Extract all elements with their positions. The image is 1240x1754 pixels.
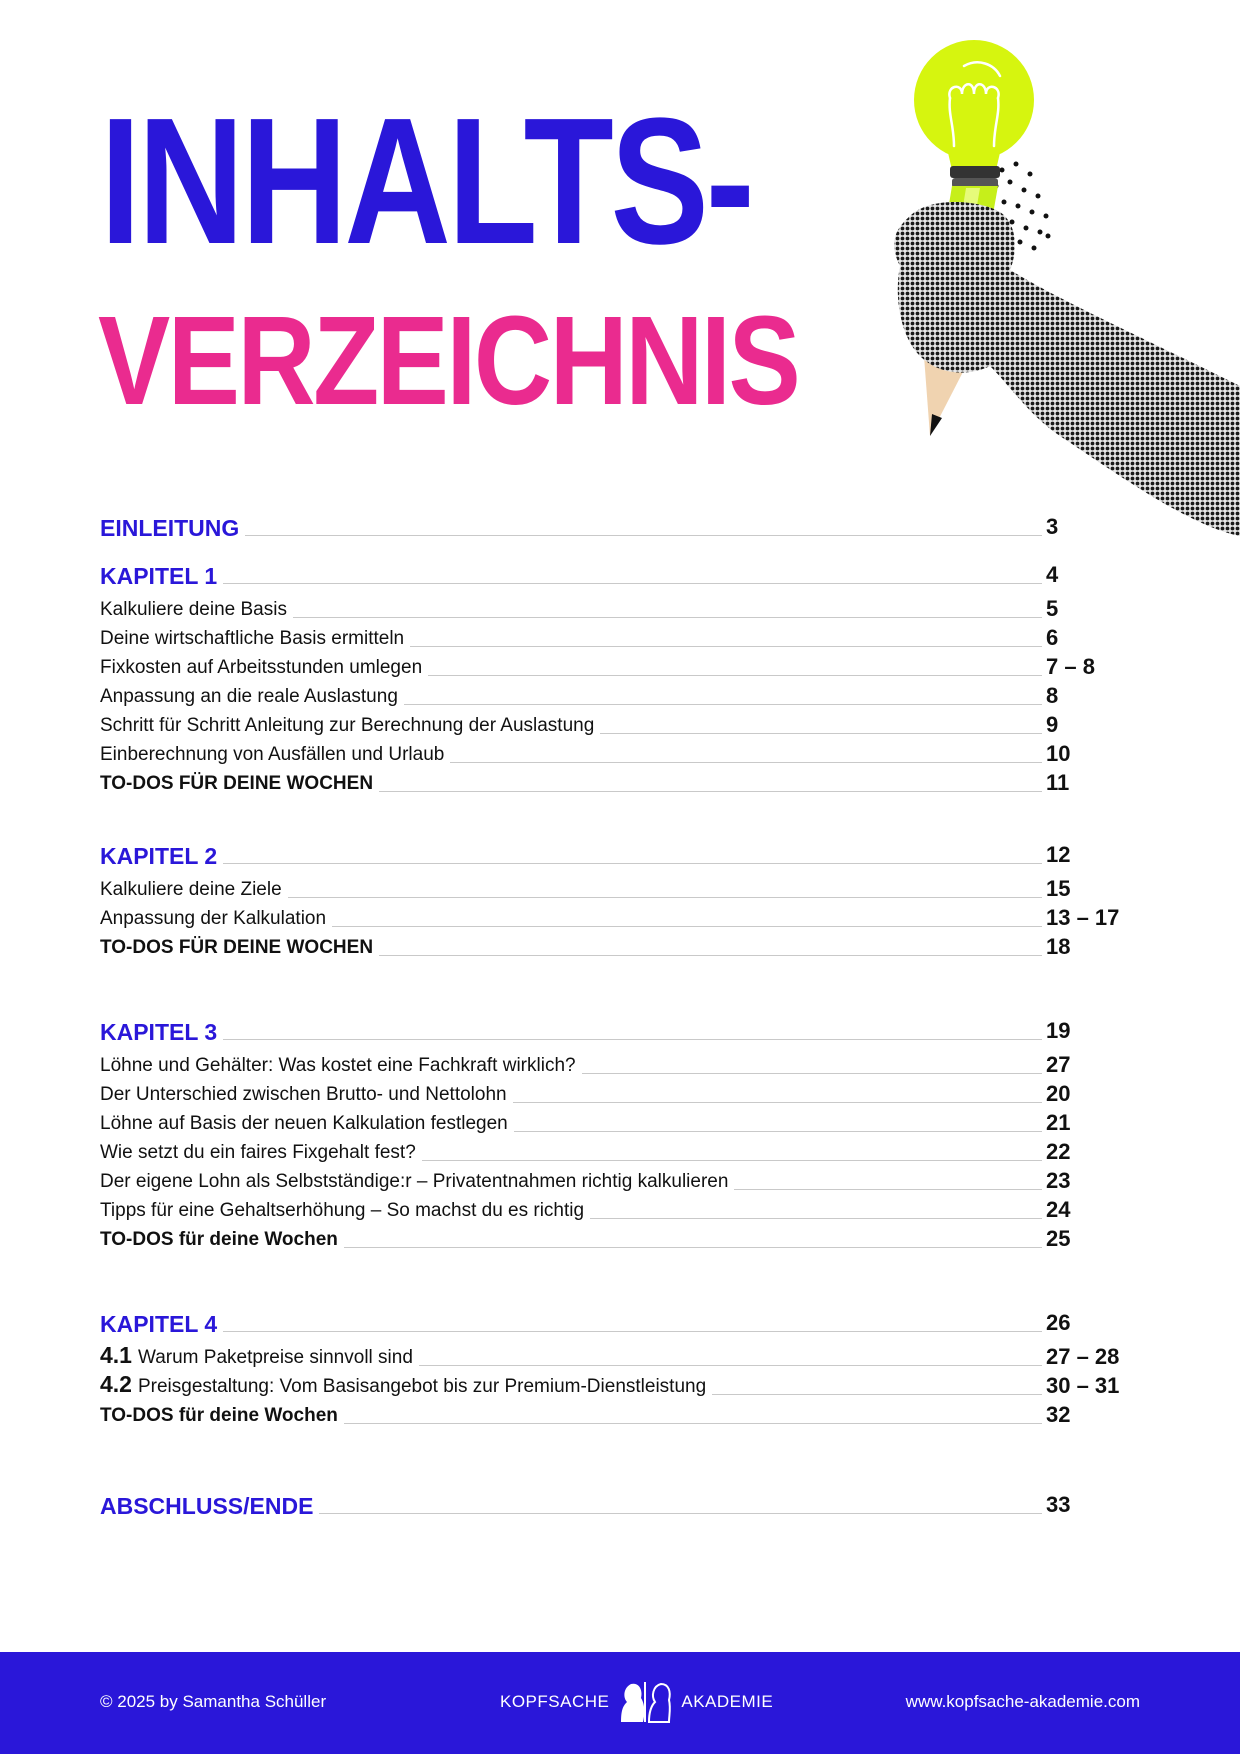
toc-label: Kalkuliere deine Basis [100,599,287,620]
toc-label: Schritt für Schritt Anleitung zur Berechnung der Auslastung [100,715,595,736]
toc-leader-line [514,1131,1042,1132]
toc-entry[interactable] [100,905,1140,931]
toc-page-number: 27 [1046,1052,1071,1077]
two-heads-logo-icon [617,1680,673,1724]
footer-website-link[interactable]: www.kopfsache-akademie.com [905,1692,1140,1711]
toc-page-number: 9 [1046,712,1059,737]
toc-entry[interactable] [100,596,1140,622]
toc-label: Einberechnung von Ausfällen und Urlaub [100,744,445,765]
toc-label: KAPITEL 2 [100,843,218,869]
toc-label: Wie setzt du ein faires Fixgehalt fest? [100,1142,416,1163]
toc-page-number: 25 [1046,1226,1071,1251]
toc-entry[interactable] [100,1110,1140,1136]
toc-page-number: 4 [1046,562,1059,587]
toc-leader-line [590,1218,1042,1219]
toc-page-number: 21 [1046,1110,1071,1135]
toc-entry[interactable] [100,1226,1140,1252]
lightbulb-pencil-hand-icon [870,36,1240,556]
toc-leader-line [379,791,1042,792]
toc-entry[interactable] [100,1197,1140,1223]
toc-heading[interactable] [100,1310,1140,1336]
toc-page-number: 20 [1046,1081,1071,1106]
toc-entry[interactable] [100,1052,1140,1078]
toc-page-number: 22 [1046,1139,1071,1164]
toc-page-number: 32 [1046,1402,1071,1427]
toc-page-number: 8 [1046,683,1059,708]
toc-label [100,1372,712,1399]
toc-page-number: 30 – 31 [1046,1373,1120,1398]
toc-entry[interactable] [100,1139,1140,1165]
title-line-2: VERZEICHNIS [98,290,799,431]
toc-page-number: 18 [1046,934,1071,959]
toc-leader-line [513,1102,1042,1103]
toc-label: TO-DOS FÜR DEINE WOCHEN [100,773,374,794]
toc-page-number: 7 – 8 [1046,654,1095,679]
toc-leader-line [344,1247,1042,1248]
toc-page-number: 12 [1046,842,1071,867]
toc-label-text: Preisgestaltung: Vom Basisangebot bis zur Premium-Dienstleistung [137,1376,707,1397]
logo-text-left: KOPFSACHE [500,1692,610,1711]
toc-entry[interactable] [100,683,1140,709]
footer [0,1652,1240,1754]
toc-label: Der Unterschied zwischen Brutto- und Nettolohn [100,1084,507,1105]
toc-entry[interactable] [100,770,1140,796]
toc-leader-line [404,704,1042,705]
toc-leader-line [410,646,1042,647]
toc-page-number: 13 – 17 [1046,905,1120,930]
toc-label: Der eigene Lohn als Selbstständige:r – Privatentnahmen richtig kalkulieren [100,1171,729,1192]
toc-leader-line [712,1394,1042,1395]
toc-entry[interactable] [100,741,1140,767]
toc-label: EINLEITUNG [100,515,240,541]
toc-leader-line [600,733,1042,734]
toc-page-number: 6 [1046,625,1059,650]
toc-page-number: 26 [1046,1310,1071,1335]
toc-leader-line [223,583,1042,584]
toc-leader-line [223,863,1042,864]
toc-leader-line [379,955,1042,956]
toc-page-number: 3 [1046,514,1059,539]
toc-leader-line [734,1189,1042,1190]
toc-label: Tipps für eine Gehaltserhöhung – So machst du es richtig [100,1200,585,1221]
toc-section-number: 4.1 [100,1342,132,1368]
toc-label [100,1343,419,1370]
toc-entry[interactable] [100,654,1140,680]
toc-label-text: Warum Paketpreise sinnvoll sind [137,1347,413,1368]
toc-label: KAPITEL 1 [100,563,218,589]
logo-text-right: AKADEMIE [681,1692,774,1711]
toc-leader-line [223,1039,1042,1040]
toc-page-number: 5 [1046,596,1059,621]
toc-page-number: 11 [1046,770,1070,795]
footer-copyright: © 2025 by Samantha Schüller [100,1692,327,1711]
toc-entry[interactable] [100,1081,1140,1107]
toc-label: Löhne auf Basis der neuen Kalkulation festlegen [100,1113,508,1134]
toc-page-number: 23 [1046,1168,1071,1193]
toc-page-number: 15 [1046,876,1071,901]
toc-page-number: 19 [1046,1018,1071,1043]
toc-label: Anpassung der Kalkulation [100,908,327,929]
toc-entry[interactable] [100,1344,1140,1370]
toc-label: KAPITEL 4 [100,1311,218,1337]
footer-logo [500,1680,773,1724]
toc-leader-line [245,535,1042,536]
toc-entry[interactable] [100,1402,1140,1428]
toc-leader-line [422,1160,1042,1161]
toc-page-number: 27 – 28 [1046,1344,1120,1369]
toc-leader-line [332,926,1042,927]
toc-page-number: 10 [1046,741,1071,766]
toc-leader-line [223,1331,1042,1332]
toc-label: Kalkuliere deine Ziele [100,879,282,900]
toc-heading[interactable] [100,1018,1140,1044]
toc-heading[interactable] [100,562,1140,588]
toc-label: Fixkosten auf Arbeitsstunden umlegen [100,657,423,678]
toc-leader-line [419,1365,1042,1366]
toc-entry[interactable] [100,625,1140,651]
title-line-1: INHALTS- [100,81,752,282]
toc-label: Deine wirtschaftliche Basis ermitteln [100,628,405,649]
toc-page-number: 24 [1046,1197,1071,1222]
toc-label: ABSCHLUSS/ENDE [100,1493,314,1519]
toc-entry[interactable] [100,876,1140,902]
toc-entry[interactable] [100,934,1140,960]
toc-leader-line [450,762,1042,763]
toc-entry[interactable] [100,1373,1140,1399]
toc-leader-line [293,617,1042,618]
toc-label: TO-DOS für deine Wochen [100,1229,338,1250]
toc-label: Löhne und Gehälter: Was kostet eine Fachkraft wirklich? [100,1055,576,1076]
toc-label: TO-DOS FÜR DEINE WOCHEN [100,937,374,958]
toc-leader-line [344,1423,1042,1424]
toc-entry[interactable] [100,712,1140,738]
toc-page-number: 33 [1046,1492,1071,1517]
toc-heading[interactable] [100,514,1140,540]
toc-entry[interactable] [100,1168,1140,1194]
toc-leader-line [319,1513,1042,1514]
toc-leader-line [288,897,1042,898]
toc-section-number: 4.2 [100,1371,132,1397]
toc-label: KAPITEL 3 [100,1019,218,1045]
toc-heading[interactable] [100,1492,1140,1518]
toc-leader-line [428,675,1042,676]
toc-label: Anpassung an die reale Auslastung [100,686,398,707]
toc-leader-line [582,1073,1042,1074]
toc-heading[interactable] [100,842,1140,868]
toc-label: TO-DOS für deine Wochen [100,1405,338,1426]
